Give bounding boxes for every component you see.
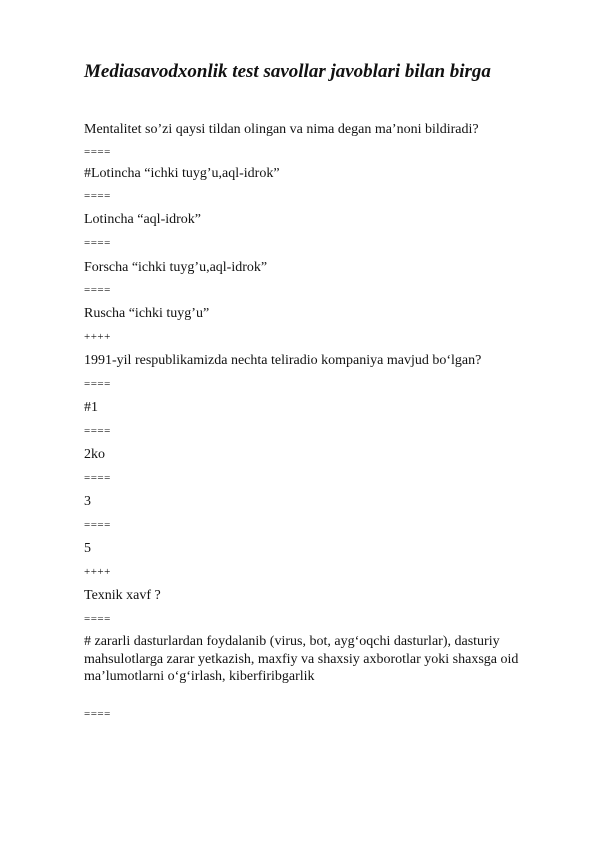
answer-3-correct: # zararli dasturlardan foydalanib (virus, bot, ayg‘oqchi dasturlar), dasturiy mahsulotlarga zarar yetkazish, maxfiy va shaxsiy axborotlar yoki shaxsga oid ma’lumotlarni o‘g‘irlash, kiberfiribgarlik (84, 634, 519, 684)
separator: ==== (84, 425, 111, 437)
answer-2-option: 3 (84, 494, 91, 509)
answer-1-correct: #Lotincha “ichki tuyg’u,aql-idrok” (84, 166, 280, 181)
question-2: 1991-yil respublikamizda nechta teliradio kompaniya mavjud bo‘lgan? (84, 353, 482, 368)
separator: ==== (84, 708, 111, 720)
separator: ==== (84, 284, 111, 296)
separator: ==== (84, 237, 111, 249)
separator: ==== (84, 613, 111, 625)
question-3: Texnik xavf ? (84, 588, 161, 603)
separator: ==== (84, 378, 111, 390)
answer-2-option: 2ko (84, 447, 105, 462)
answer-1-option: Ruscha “ichki tuyg’u” (84, 306, 210, 321)
question-separator: ++++ (84, 331, 111, 343)
separator: ==== (84, 190, 111, 202)
question-1: Mentalitet so’zi qaysi tildan olingan va nima degan ma’noni bildiradi? (84, 122, 479, 137)
separator: ==== (84, 472, 111, 484)
answer-1-option: Lotincha “aql-idrok” (84, 212, 202, 227)
separator: ==== (84, 146, 111, 158)
answer-2-option: 5 (84, 541, 91, 556)
document-title: Mediasavodxonlik test savollar javoblari bilan birga (84, 61, 491, 82)
answer-2-correct: #1 (84, 400, 98, 415)
separator: ==== (84, 519, 111, 531)
question-separator: ++++ (84, 566, 111, 578)
answer-1-option: Forscha “ichki tuyg’u,aql-idrok” (84, 260, 268, 275)
